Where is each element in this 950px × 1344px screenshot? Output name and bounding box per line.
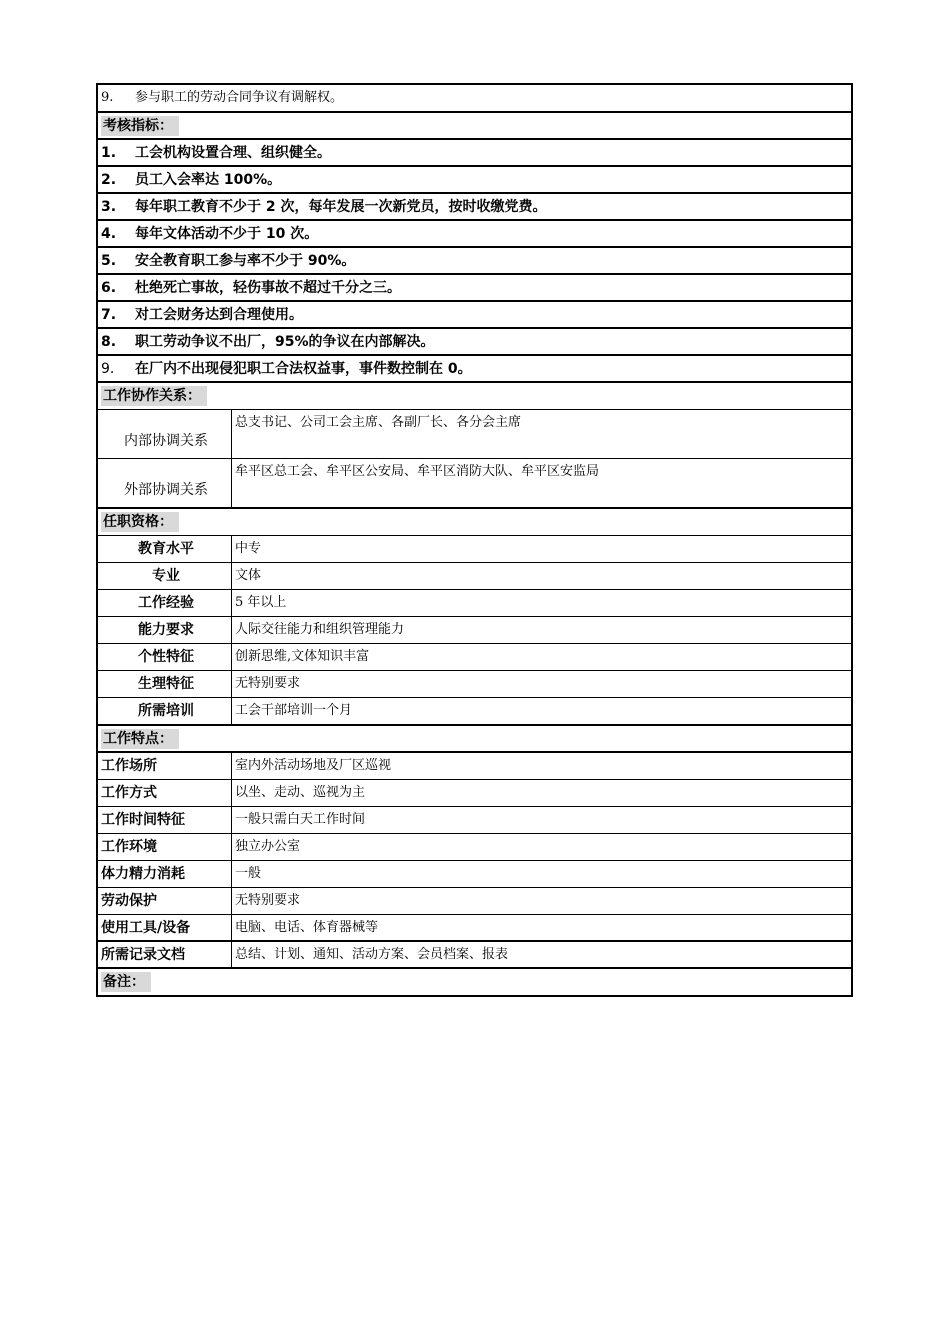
remarks-cell [98, 969, 851, 995]
kpi-row [98, 275, 851, 302]
kpi-row [98, 221, 851, 248]
feature-label: 工作方式 [98, 780, 232, 806]
collab-value: 总支书记、公司工会主席、各副厂长、各分会主席 [235, 415, 522, 430]
qual-row [98, 644, 851, 671]
feature-label: 工作场所 [98, 753, 232, 779]
kpi-number: 3. [101, 199, 117, 215]
kpi-cell [98, 140, 851, 165]
feature-value: 无特别要求 [235, 893, 301, 908]
kpi-text: 在厂内不出现侵犯职工合法权益事，事件数控制在 0。 [135, 361, 472, 377]
qual-header-cell [98, 509, 851, 535]
kpi-cell [98, 302, 851, 327]
kpi-cell [98, 356, 851, 381]
features-header-cell [98, 726, 851, 751]
qual-label: 所需培训 [98, 698, 232, 724]
feature-row [98, 915, 851, 942]
kpi-header-cell [98, 113, 851, 138]
collab-value: 牟平区总工会、牟平区公安局、牟平区消防大队、牟平区安监局 [235, 464, 600, 479]
feature-label: 所需记录文档 [98, 942, 232, 967]
feature-label: 劳动保护 [98, 888, 232, 914]
qual-header-row [98, 509, 851, 536]
feature-row [98, 834, 851, 861]
feature-row [98, 753, 851, 780]
qual-row [98, 617, 851, 644]
collab-label: 内部协调关系 [98, 410, 232, 458]
feature-label: 体力精力消耗 [98, 861, 232, 887]
feature-row [98, 942, 851, 969]
collab-row-internal [98, 410, 851, 459]
kpi-row [98, 302, 851, 329]
qual-value: 人际交往能力和组织管理能力 [235, 622, 405, 637]
qual-label: 教育水平 [98, 536, 232, 562]
kpi-number: 1. [101, 145, 117, 161]
kpi-text: 每年职工教育不少于 2 次，每年发展一次新党员，按时收缴党费。 [135, 199, 547, 215]
kpi-text: 员工入会率达 100%。 [135, 172, 282, 188]
feature-label: 工作环境 [98, 834, 232, 860]
features-section-title: 工作特点： [101, 729, 179, 749]
qual-value: 无特别要求 [235, 676, 301, 691]
collab-label: 外部协调关系 [98, 459, 232, 507]
kpi-number: 2. [101, 172, 117, 188]
feature-value: 以坐、走动、巡视为主 [235, 785, 366, 800]
kpi-cell [98, 194, 851, 219]
feature-row [98, 888, 851, 915]
feature-value: 总结、计划、通知、活动方案、会员档案、报表 [235, 947, 509, 962]
kpi-header-row [98, 113, 851, 140]
duty-text: 参与职工的劳动合同争议有调解权。 [135, 90, 344, 105]
kpi-section-title: 考核指标： [101, 116, 179, 136]
kpi-cell [98, 221, 851, 246]
qual-value: 5 年以上 [235, 595, 287, 610]
kpi-cell [98, 329, 851, 354]
features-header-row [98, 726, 851, 753]
qual-row [98, 671, 851, 698]
qual-row [98, 698, 851, 726]
kpi-number: 9. [101, 361, 115, 377]
kpi-cell [98, 275, 851, 300]
feature-label: 使用工具/设备 [98, 915, 232, 940]
feature-row [98, 807, 851, 834]
kpi-text: 职工劳动争议不出厂，95%的争议在内部解决。 [135, 334, 435, 350]
qual-value: 中专 [235, 541, 262, 556]
job-description-table [96, 83, 853, 997]
feature-value: 电脑、电话、体育器械等 [235, 920, 379, 935]
kpi-row [98, 194, 851, 221]
feature-value: 独立办公室 [235, 839, 301, 854]
collab-row-external [98, 459, 851, 509]
kpi-cell [98, 167, 851, 192]
kpi-text: 工会机构设置合理、组织健全。 [135, 145, 331, 161]
collab-header-cell [98, 383, 851, 409]
kpi-row [98, 167, 851, 194]
kpi-number: 4. [101, 226, 117, 242]
qual-label: 工作经验 [98, 590, 232, 616]
duty-cell [98, 85, 851, 111]
qual-label: 生理特征 [98, 671, 232, 697]
duty-number: 9. [101, 90, 114, 105]
qual-row [98, 563, 851, 590]
kpi-row [98, 248, 851, 275]
kpi-cell [98, 248, 851, 273]
kpi-text: 杜绝死亡事故，轻伤事故不超过千分之三。 [135, 280, 401, 296]
qual-label: 个性特征 [98, 644, 232, 670]
kpi-row [98, 329, 851, 356]
kpi-row [98, 140, 851, 167]
qual-row [98, 590, 851, 617]
kpi-number: 5. [101, 253, 117, 269]
feature-row [98, 780, 851, 807]
kpi-row [98, 356, 851, 383]
duty-row [98, 85, 851, 113]
qual-label: 能力要求 [98, 617, 232, 643]
collab-section-title: 工作协作关系： [101, 386, 207, 406]
qual-label: 专业 [98, 563, 232, 589]
kpi-number: 8. [101, 334, 117, 350]
kpi-number: 6. [101, 280, 117, 296]
feature-row [98, 861, 851, 888]
kpi-number: 7. [101, 307, 117, 323]
qual-section-title: 任职资格： [101, 512, 179, 532]
feature-value: 一般 [235, 866, 262, 881]
remarks-row [98, 969, 851, 997]
kpi-text: 安全教育职工参与率不少于 90%。 [135, 253, 356, 269]
feature-label: 工作时间特征 [98, 807, 232, 833]
qual-value: 文体 [235, 568, 262, 583]
feature-value: 室内外活动场地及厂区巡视 [235, 758, 392, 773]
qual-row [98, 536, 851, 563]
kpi-text: 每年文体活动不少于 10 次。 [135, 226, 319, 242]
qual-value: 创新思维,文体知识丰富 [235, 649, 370, 664]
remarks-title: 备注： [101, 972, 151, 992]
collab-header-row [98, 383, 851, 410]
feature-value: 一般只需白天工作时间 [235, 812, 366, 827]
kpi-text: 对工会财务达到合理使用。 [135, 307, 303, 323]
qual-value: 工会干部培训一个月 [235, 703, 353, 718]
